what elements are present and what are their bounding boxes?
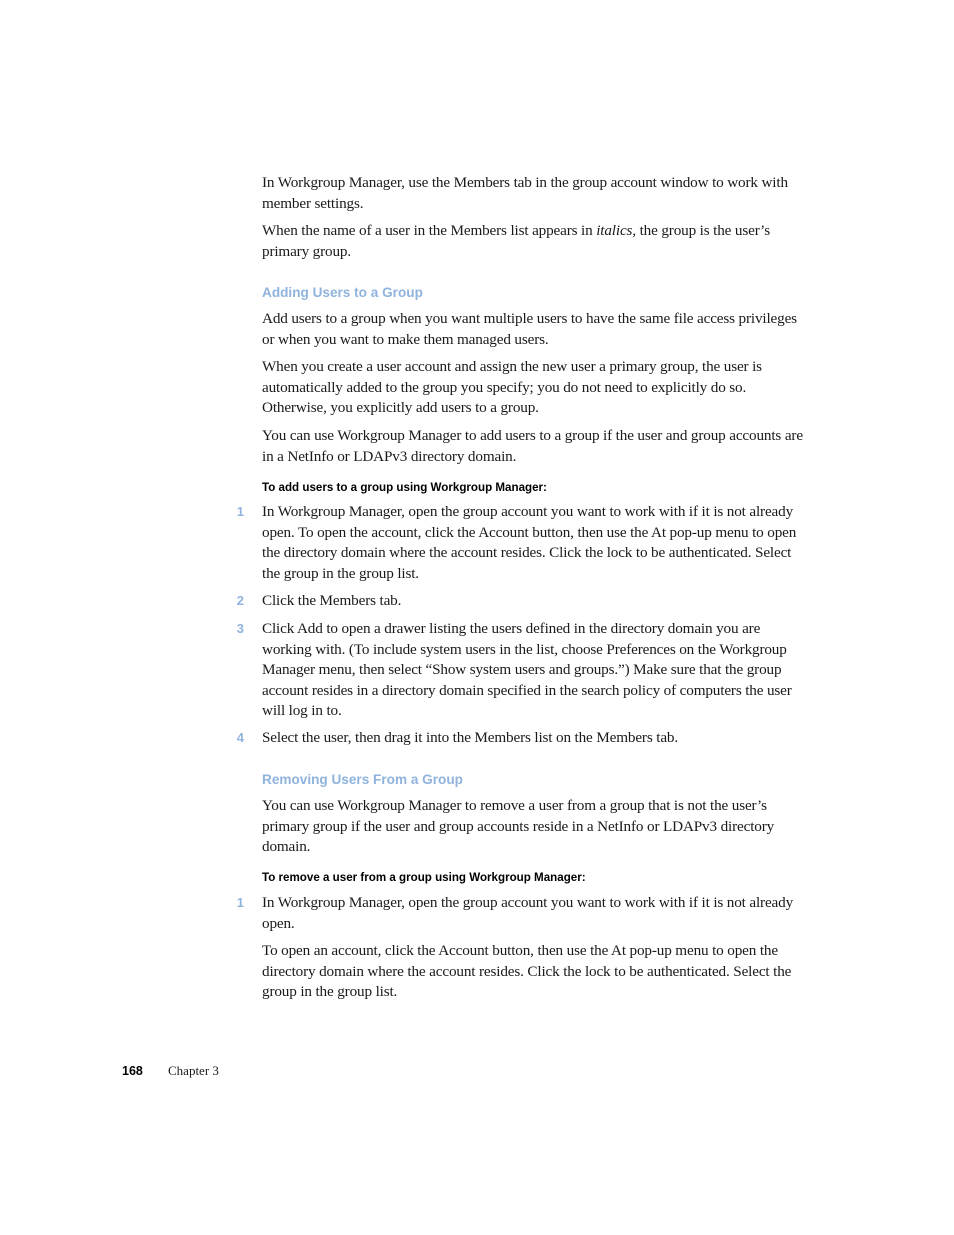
step-text: In Workgroup Manager, open the group account you want to work with if it is not already open. To open the account, click the Account button, then use the At pop-up menu to open the directory domain where the account resides. Click the lock to be authenticated. Select the group in the group list. xyxy=(262,503,797,582)
step-text: Click Add to open a drawer listing the users defined in the directory domain you are working with. (To include system users in the list, choose Preferences on the Workgroup Manager menu, then select “Show system users and groups.”) Make sure that the group account resides in a directory domain specified in the search policy of computers the user will log in to. xyxy=(262,620,792,719)
step-text: Select the user, then drag it into the Members list on the Members tab. xyxy=(262,729,679,746)
section-heading-adding-users: Adding Users to a Group xyxy=(262,285,423,300)
step-text: Click the Members tab. xyxy=(262,592,402,609)
intro-p2-text-before: When the name of a user in the Members list appears in xyxy=(262,222,597,239)
step-number: 1 xyxy=(236,895,244,910)
intro-paragraph-2 xyxy=(262,221,810,262)
step-number: 1 xyxy=(236,504,244,519)
step-number: 4 xyxy=(236,730,244,745)
chapter-label: Chapter 3 xyxy=(168,1063,219,1078)
adding-paragraph-1: Add users to a group when you want multiple users to have the same file access privileges or when you want to make them managed users. xyxy=(262,310,797,348)
task-heading-remove-user: To remove a user from a group using Workgroup Manager: xyxy=(262,871,586,884)
step-text: In Workgroup Manager, open the group account you want to work with if it is not already open. xyxy=(262,894,794,932)
page-number: 168 xyxy=(122,1064,143,1078)
removing-step-continuation: To open an account, click the Account button, then use the At pop-up menu to open the directory domain where the account resides. Click the lock to be authenticated. Select the group in the group list. xyxy=(262,942,792,1000)
adding-paragraph-2: When you create a user account and assign the new user a primary group, the user is automatically added to the group you specify; you do not need to explicitly do so. Otherwise, you explicitly add users to a group. xyxy=(262,358,762,416)
task-heading-add-users: To add users to a group using Workgroup Manager: xyxy=(262,481,547,494)
section-heading-removing-users: Removing Users From a Group xyxy=(262,772,463,787)
step-number: 3 xyxy=(236,621,244,636)
intro-p2-text-after: the group is the user’s primary group. xyxy=(262,222,771,260)
intro-p2-italic-text: italics, xyxy=(596,222,636,239)
intro-paragraph-1: In Workgroup Manager, use the Members tab in the group account window to work with member settings. xyxy=(262,174,788,212)
step-number: 2 xyxy=(236,593,244,608)
removing-paragraph-1: You can use Workgroup Manager to remove a user from a group that is not the user’s primary group if the user and group accounts reside in a NetInfo or LDAPv3 directory domain. xyxy=(262,797,775,855)
adding-paragraph-3: You can use Workgroup Manager to add users to a group if the user and group accounts are in a NetInfo or LDAPv3 directory domain. xyxy=(262,427,803,465)
